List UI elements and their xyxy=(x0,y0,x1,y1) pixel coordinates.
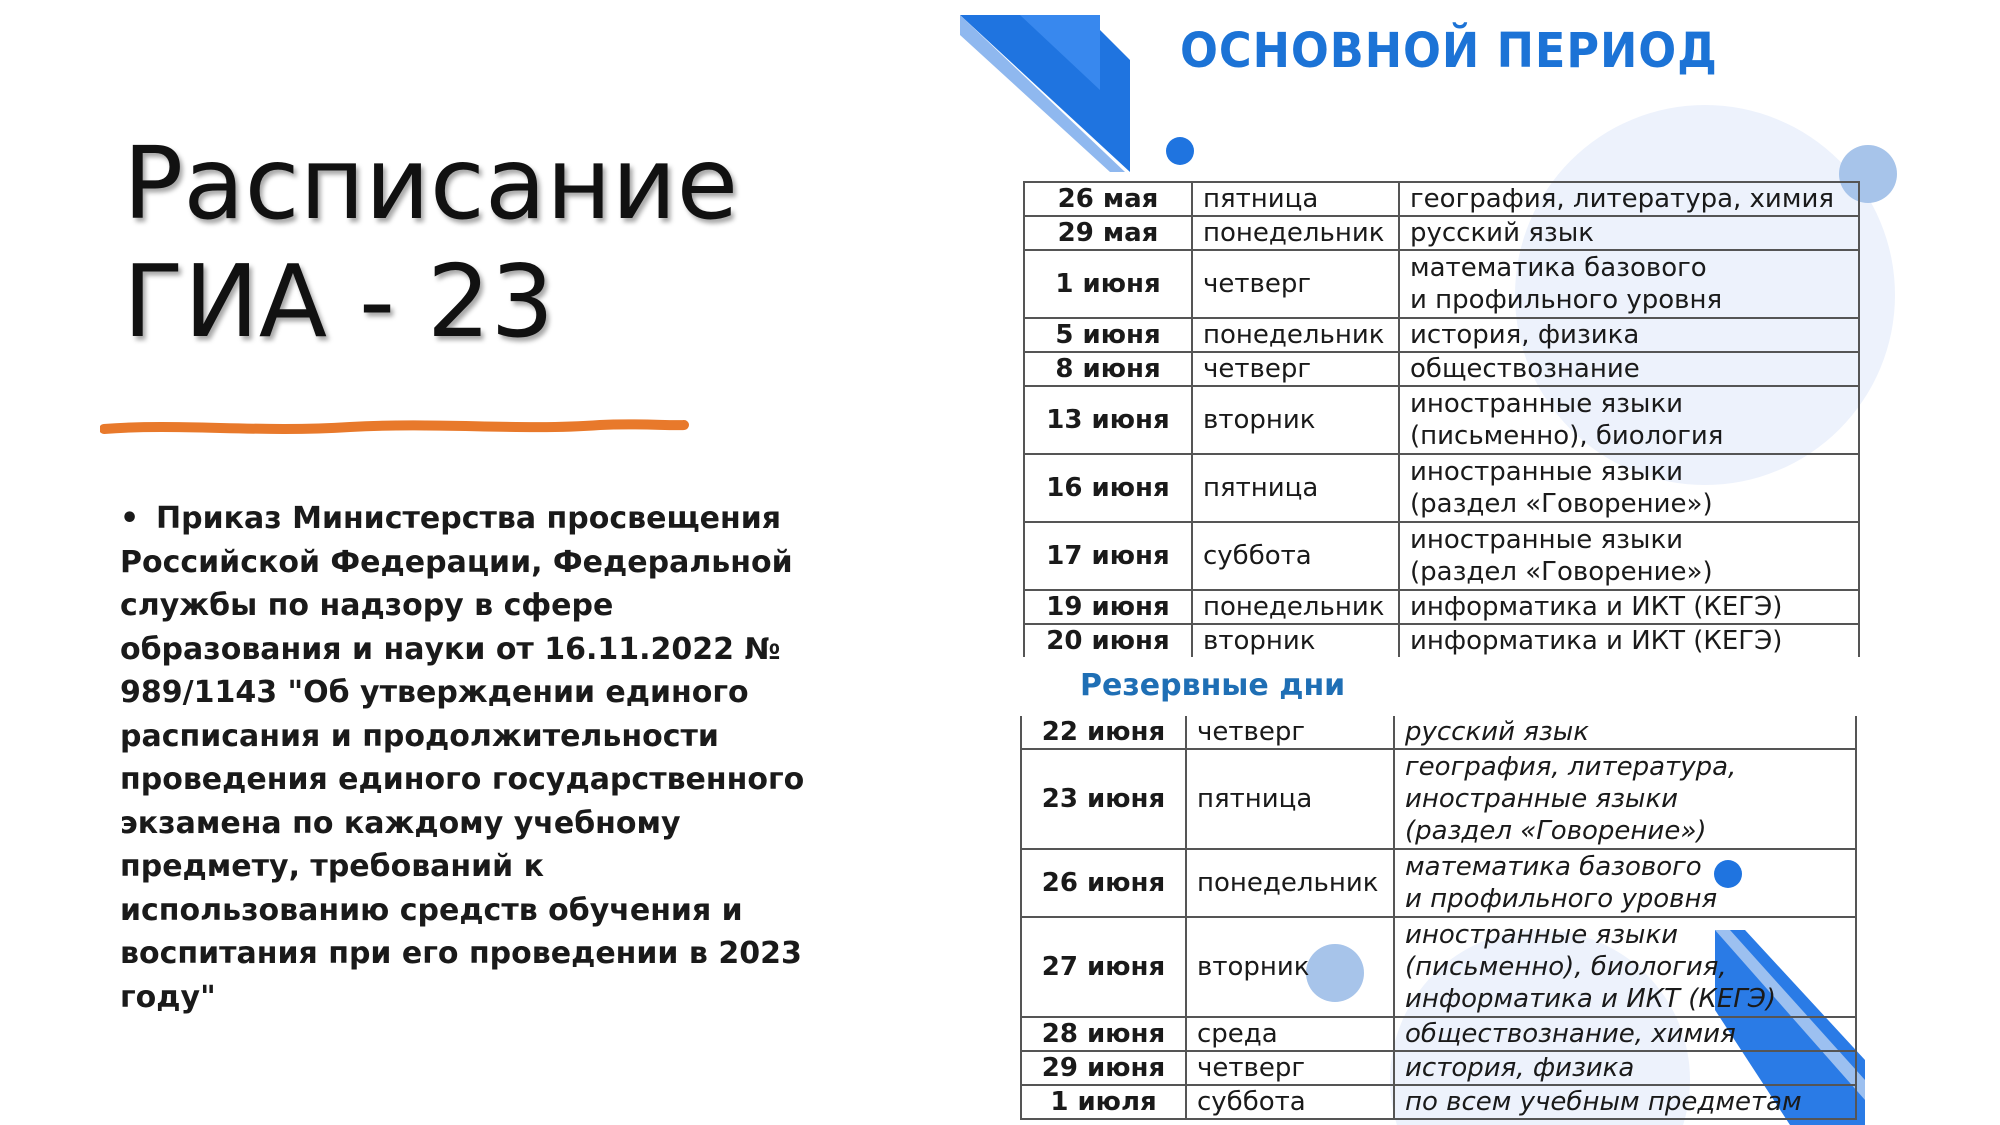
table-row xyxy=(1024,250,1859,318)
table-row xyxy=(1021,1085,1856,1119)
weekday-cell: вторник xyxy=(1186,917,1394,1017)
weekday-cell: пятница xyxy=(1192,454,1399,522)
weekday-cell: четверг xyxy=(1192,352,1399,386)
date-cell: 26 июня xyxy=(1021,849,1186,917)
subjects-cell: география, литература, химия xyxy=(1399,182,1859,216)
date-cell: 22 июня xyxy=(1021,716,1186,749)
weekday-cell: среда xyxy=(1186,1017,1394,1051)
date-cell: 17 июня xyxy=(1024,522,1192,590)
weekday-cell: четверг xyxy=(1186,1051,1394,1085)
date-cell: 23 июня xyxy=(1021,749,1186,849)
subjects-cell: по всем учебным предметам xyxy=(1394,1085,1856,1119)
reserve-days-heading: Резервные дни xyxy=(1080,668,1346,703)
table-row xyxy=(1024,318,1859,352)
subjects-cell: иностранные языки (письменно), биология xyxy=(1399,386,1859,454)
reserve-days-table xyxy=(1020,716,1857,1120)
slide-title xyxy=(123,125,823,361)
subjects-cell: обществознание xyxy=(1399,352,1859,386)
table-row xyxy=(1024,182,1859,216)
weekday-cell: вторник xyxy=(1192,624,1399,657)
main-period-table xyxy=(1023,181,1860,657)
table-row xyxy=(1021,917,1856,1017)
date-cell: 28 июня xyxy=(1021,1017,1186,1051)
title-line-1: Расписание xyxy=(123,125,739,242)
subjects-cell: русский язык xyxy=(1399,216,1859,250)
weekday-cell: вторник xyxy=(1192,386,1399,454)
date-cell: 20 июня xyxy=(1024,624,1192,657)
subjects-cell: иностранные языки (письменно), биология, информатика и ИКТ (КЕГЭ) xyxy=(1394,917,1856,1017)
table-row xyxy=(1021,849,1856,917)
table-row xyxy=(1024,216,1859,250)
date-cell: 29 июня xyxy=(1021,1051,1186,1085)
weekday-cell: пятница xyxy=(1192,182,1399,216)
bullet-marker: • xyxy=(120,501,140,536)
weekday-cell: пятница xyxy=(1186,749,1394,849)
subjects-cell: обществознание, химия xyxy=(1394,1017,1856,1051)
subjects-cell: русский язык xyxy=(1394,716,1856,749)
date-cell: 27 июня xyxy=(1021,917,1186,1017)
table-row xyxy=(1024,522,1859,590)
table-row xyxy=(1021,1017,1856,1051)
blue-dot-decoration xyxy=(1166,137,1194,165)
order-text: Приказ Министерства просвещения Российской Федерации, Федеральной службы по надзору в сфере образования и науки от 16.11.2022 № 989/1143 "Об утверждении единого расписания и продолжительности проведения единого государственного экзамена по каждому учебному предмету, требований к использованию средств обучения и воспитания при его проведении в 2023 году" xyxy=(120,501,805,1015)
table-row xyxy=(1021,716,1856,749)
table-row xyxy=(1024,386,1859,454)
subjects-cell: математика базового и профильного уровня xyxy=(1399,250,1859,318)
table-row xyxy=(1024,590,1859,624)
main-period-heading: ОСНОВНОЙ ПЕРИОД xyxy=(1180,23,1718,79)
table-row xyxy=(1024,352,1859,386)
weekday-cell: понедельник xyxy=(1192,216,1399,250)
order-bullet xyxy=(120,497,810,1019)
table-row xyxy=(1024,624,1859,657)
ribbon-decoration xyxy=(960,15,1130,172)
subjects-cell: иностранные языки (раздел «Говорение») xyxy=(1399,454,1859,522)
title-line-2: ГИА - 23 xyxy=(123,243,555,360)
weekday-cell: понедельник xyxy=(1192,590,1399,624)
date-cell: 13 июня xyxy=(1024,386,1192,454)
subjects-cell: информатика и ИКТ (КЕГЭ) xyxy=(1399,590,1859,624)
date-cell: 19 июня xyxy=(1024,590,1192,624)
weekday-cell: четверг xyxy=(1192,250,1399,318)
date-cell: 1 июля xyxy=(1021,1085,1186,1119)
date-cell: 26 мая xyxy=(1024,182,1192,216)
date-cell: 8 июня xyxy=(1024,352,1192,386)
subjects-cell: география, литература, иностранные языки (раздел «Говорение») xyxy=(1394,749,1856,849)
title-underline xyxy=(100,413,690,443)
table-row xyxy=(1021,749,1856,849)
weekday-cell: понедельник xyxy=(1192,318,1399,352)
table-row xyxy=(1021,1051,1856,1085)
subjects-cell: история, физика xyxy=(1394,1051,1856,1085)
table-row xyxy=(1024,454,1859,522)
weekday-cell: понедельник xyxy=(1186,849,1394,917)
subjects-cell: математика базового и профильного уровня xyxy=(1394,849,1856,917)
weekday-cell: суббота xyxy=(1192,522,1399,590)
subjects-cell: информатика и ИКТ (КЕГЭ) xyxy=(1399,624,1859,657)
date-cell: 1 июня xyxy=(1024,250,1192,318)
date-cell: 5 июня xyxy=(1024,318,1192,352)
weekday-cell: четверг xyxy=(1186,716,1394,749)
date-cell: 29 мая xyxy=(1024,216,1192,250)
subjects-cell: история, физика xyxy=(1399,318,1859,352)
subjects-cell: иностранные языки (раздел «Говорение») xyxy=(1399,522,1859,590)
date-cell: 16 июня xyxy=(1024,454,1192,522)
weekday-cell: суббота xyxy=(1186,1085,1394,1119)
